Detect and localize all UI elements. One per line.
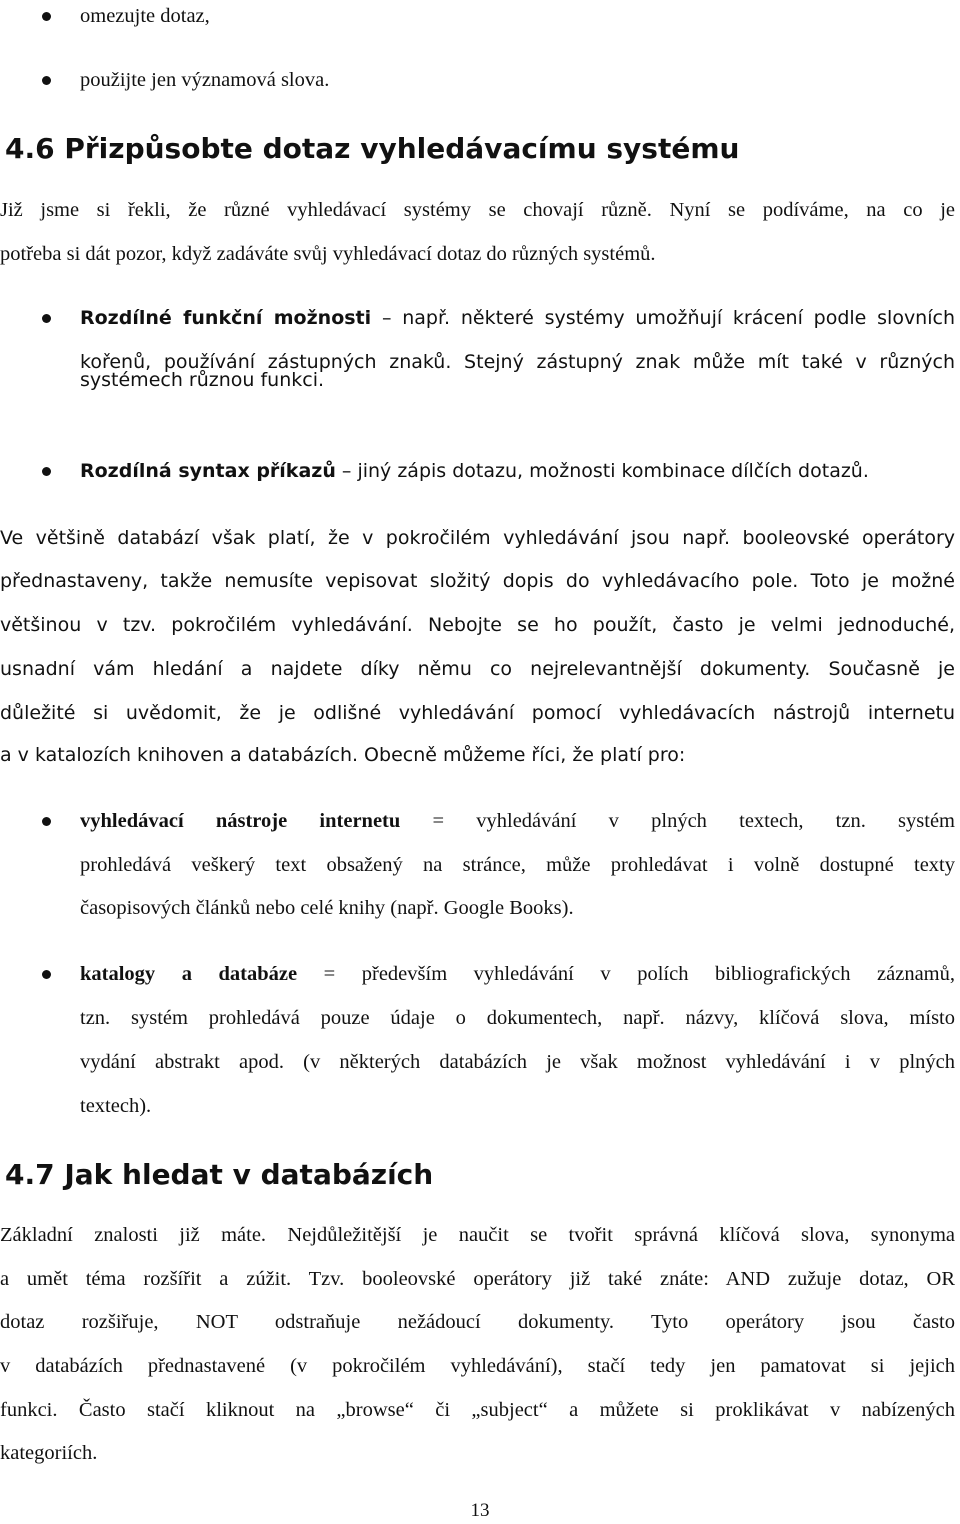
bullet-line: textech). bbox=[80, 1095, 152, 1117]
paragraph-line: potřeba si dát pozor, když zadáváte svůj vyhledávací dotaz do různých systémů. bbox=[0, 243, 656, 265]
paragraph-line: a umět téma rozšířit a zúžit. Tzv. booleovské operátory již také znáte: AND zužuje dotaz, OR bbox=[0, 1268, 955, 1290]
bullet-dot bbox=[42, 76, 51, 85]
bullet-dot bbox=[42, 817, 51, 826]
bullet-line: Rozdílná syntax příkazů – jiný zápis dotazu, možnosti kombinace dílčích dotazů. bbox=[80, 460, 869, 482]
bullet-line: časopisových článků nebo celé knihy (např. Google Books). bbox=[80, 897, 574, 919]
section-heading-4-6: 4.6 Přizpůsobte dotaz vyhledávacímu systému bbox=[5, 132, 740, 165]
section-heading-4-7: 4.7 Jak hledat v databázích bbox=[5, 1158, 434, 1191]
paragraph-line: důležité si uvědomit, že je odlišné vyhledávání pomocí vyhledávacích nástrojů internetu bbox=[0, 702, 955, 724]
paragraph-line: Již jsme si řekli, že různé vyhledávací systémy se chovají různě. Nyní se podíváme, na co je bbox=[0, 199, 955, 221]
bullet-dot bbox=[42, 467, 51, 476]
bullet-text: omezujte dotaz, bbox=[80, 5, 210, 27]
paragraph-line: Ve většině databází však platí, že v pokročilém vyhledávání jsou např. booleovské operátory bbox=[0, 527, 955, 549]
bullet-line: prohledává veškerý text obsažený na stránce, může prohledávat i volně dostupné texty bbox=[80, 854, 955, 876]
bullet-line: vyhledávací nástroje internetu = vyhledávání v plných textech, tzn. systém bbox=[80, 810, 955, 832]
paragraph-line: dotaz rozšiřuje, NOT odstraňuje nežádoucí dokumenty. Tyto operátory jsou často bbox=[0, 1311, 955, 1333]
bullet-line: vydání abstrakt apod. (v některých databázích je však možnost vyhledávání i v plných bbox=[80, 1051, 955, 1073]
bullet-dot bbox=[42, 314, 51, 323]
bullet-line: tzn. systém prohledává pouze údaje o dokumentech, např. názvy, klíčová slova, místo bbox=[80, 1007, 955, 1029]
paragraph-line: přednastaveny, takže nemusíte vepisovat složitý dopis do vyhledávacího pole. Toto je možné bbox=[0, 570, 955, 592]
bullet-term: katalogy a databáze bbox=[80, 963, 298, 985]
paragraph-line: Základní znalosti již máte. Nejdůležitější je naučit se tvořit správná klíčová slova, synonyma bbox=[0, 1224, 955, 1246]
paragraph-line: funkci. Často stačí kliknout na „browse“ či „subject“ a můžete si proklikávat v nabízených bbox=[0, 1399, 955, 1421]
bullet-term: Rozdílné funkční možnosti bbox=[80, 307, 372, 329]
bullet-term: Rozdílná syntax příkazů bbox=[80, 460, 336, 482]
bullet-line: kořenů, používání zástupných znaků. Stejný zástupný znak může mít také v různých bbox=[80, 351, 955, 373]
page-number: 13 bbox=[470, 1500, 490, 1521]
paragraph-line: usnadní vám hledání a najdete díky němu co nejrelevantnější dokumenty. Současně je bbox=[0, 658, 955, 680]
paragraph-line: většinou v tzv. pokročilém vyhledávání. Nebojte se ho použít, často je velmi jednoduché, bbox=[0, 614, 955, 636]
paragraph-line: v databázích přednastavené (v pokročilém vyhledávání), stačí tedy jen pamatovat si jejich bbox=[0, 1355, 955, 1377]
bullet-dot bbox=[42, 12, 51, 21]
bullet-term: vyhledávací nástroje internetu bbox=[80, 810, 401, 832]
bullet-line: systémech různou funkci. bbox=[80, 369, 325, 391]
paragraph-line: a v katalozích knihoven a databázích. Obecně můžeme říci, že platí pro: bbox=[0, 744, 686, 766]
bullet-line: katalogy a databáze = především vyhledávání v polích bibliografických záznamů, bbox=[80, 963, 955, 985]
bullet-text: použijte jen významová slova. bbox=[80, 69, 330, 91]
bullet-dot bbox=[42, 970, 51, 979]
paragraph-line: kategoriích. bbox=[0, 1442, 98, 1464]
bullet-line: Rozdílné funkční možnosti – např. některé systémy umožňují krácení podle slovních bbox=[80, 307, 955, 329]
